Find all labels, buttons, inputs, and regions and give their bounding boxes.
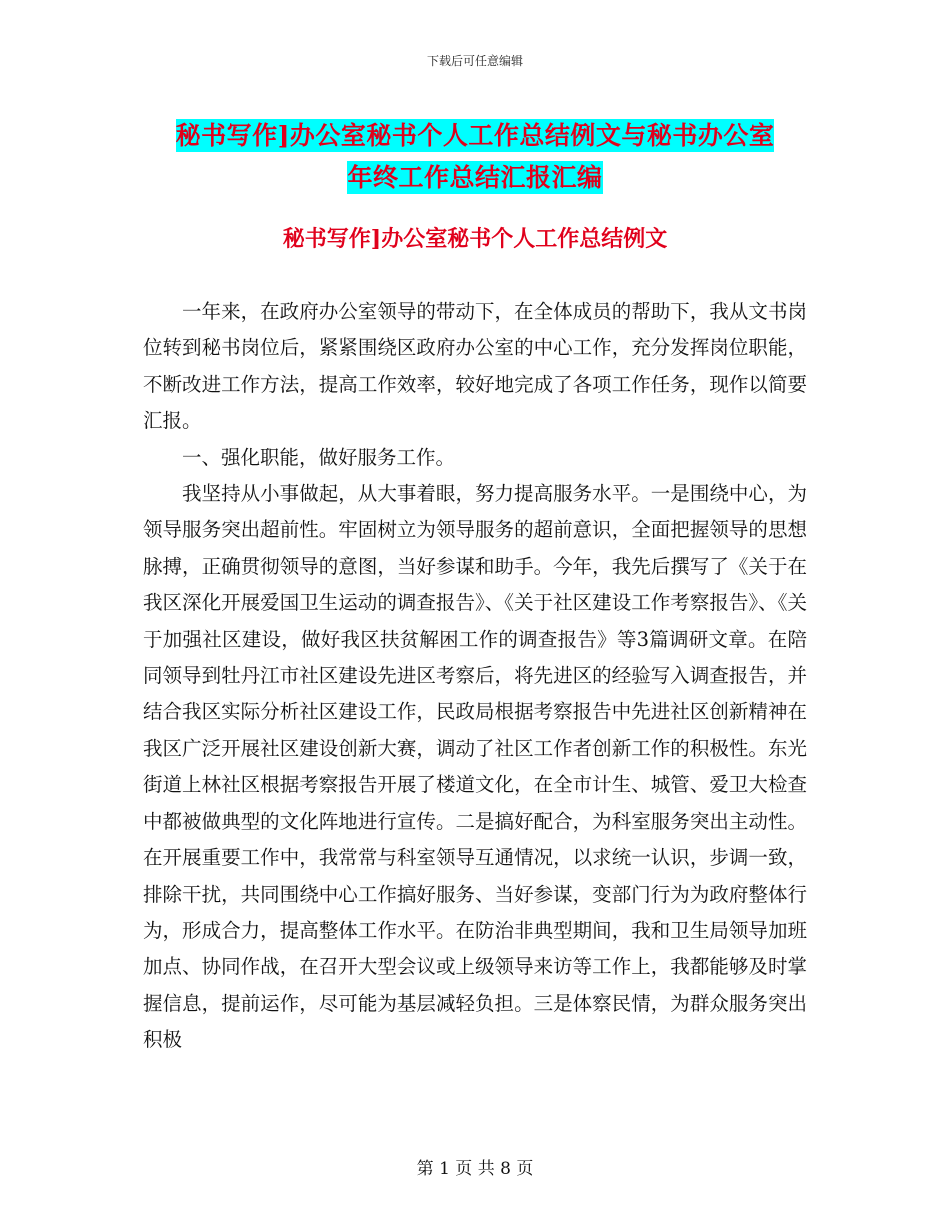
paragraph: 一、强化职能，做好服务工作。 [182, 445, 456, 469]
title-highlight: 年终工作总结汇报汇编 [347, 163, 603, 192]
body-text [143, 294, 807, 1059]
page-number: 第 1 页 共 8 页 [416, 1159, 534, 1179]
paragraph: 一年来，在政府办公室领导的带动下，在全体成员的帮助下，我从文书岗位转到秘书岗位后，紧紧围绕区政府办公室的中心工作，充分发挥岗位职能，不断改进工作方法，提高工作效率，较好地完成了各项工作任务，现作以简要汇报。 [143, 300, 807, 433]
header-note: 下载后可任意编辑 [426, 54, 523, 68]
title-highlight: 秘书写作]办公室秘书个人工作总结例文与秘书办公室 [175, 121, 775, 150]
document-title-line-1 [0, 116, 950, 152]
paragraph: 我坚持从小事做起，从大事着眼，努力提高服务水平。一是围绕中心，为领导服务突出超前性。牢固树立为领导服务的超前意识，全面把握领导的思想脉搏，正确贯彻领导的意图，当好参谋和助手。今年，我先后撰写了《关于在我区深化开展爱国卫生运动的调查报告》、《关于社区建设工作考察报告》、《关于加强社区建设，做好我区扶贫解困工作的调查报告》等3篇调研文章。在陪同领导到牡丹江市社区建设先进区考察后，将先进区的经验写入调查报告，并结合我区实际分析社区建设工作，民政局根据考察报告中先进社区创新精神在我区广泛开展社区建设创新大赛，调动了社区工作者创新工作的积极性。东光街道上林社区根据考察报告开展了楼道文化，在全市计生、城管、爱卫大检查中都被做典型的文化阵地进行宣传。二是搞好配合，为科室服务突出主动性。在开展重要工作中，我常常与科室领导互通情况，以求统一认识，步调一致，排除干扰，共同围绕中心工作搞好服务、当好参谋，变部门行为为政府整体行为，形成合力，提高整体工作水平。在防治非典型期间，我和卫生局领导加班加点、协同作战，在召开大型会议或上级领导来访等工作上，我都能够及时掌握信息，提前运作，尽可能为基层减轻负担。三是体察民情，为群众服务突出积极 [143, 482, 807, 1052]
document-title-line-2 [0, 158, 950, 194]
section-title: 秘书写作]办公室秘书个人工作总结例文 [282, 226, 668, 252]
